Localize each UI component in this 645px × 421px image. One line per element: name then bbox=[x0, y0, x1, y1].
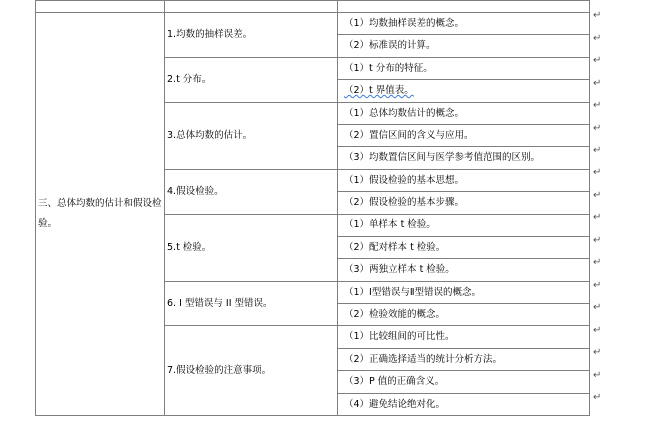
section-item: （1）t 分布的特征。 bbox=[338, 57, 590, 79]
section-title: 3.总体均数的估计。 bbox=[165, 102, 338, 169]
paragraph-mark-icon: ↵ bbox=[593, 347, 602, 358]
section-title: 4.假设检验。 bbox=[165, 169, 338, 214]
paragraph-mark-icon: ↵ bbox=[593, 10, 602, 21]
section-item: （1）总体均数估计的概念。 bbox=[338, 102, 590, 124]
paragraph-mark-icon: ↵ bbox=[593, 212, 602, 223]
section-title: 2.t 分布。 bbox=[165, 57, 338, 102]
paragraph-mark-icon: ↵ bbox=[593, 123, 602, 134]
section-item: （1）假设检验的基本思想。 bbox=[338, 169, 590, 191]
section-item: （1）比较组间的可比性。 bbox=[338, 326, 590, 348]
paragraph-mark-icon: ↵ bbox=[593, 280, 602, 291]
section-item: （3）两独立样本 t 检验。 bbox=[338, 259, 590, 281]
section-title: 7.假设检验的注意事项。 bbox=[165, 326, 338, 416]
paragraph-mark-icon: ↵ bbox=[593, 190, 602, 201]
section-item: （1）单样本 t 检验。 bbox=[338, 214, 590, 236]
section-item: （3）均数置信区间与医学参考值范围的区别。 bbox=[338, 147, 590, 169]
paragraph-mark-icon: ↵ bbox=[593, 167, 602, 178]
section-item bbox=[338, 80, 590, 102]
paragraph-mark-icon: ↵ bbox=[593, 392, 602, 403]
paragraph-mark-icon: ↵ bbox=[593, 55, 602, 66]
section-item: （2）标准误的计算。 bbox=[338, 35, 590, 57]
section-title: 5.t 检验。 bbox=[165, 214, 338, 281]
paragraph-mark-icon: ↵ bbox=[593, 325, 602, 336]
table-top-row bbox=[36, 1, 590, 13]
syllabus-table bbox=[35, 0, 590, 416]
section-title: 1.均数的抽样误差。 bbox=[165, 13, 338, 58]
paragraph-mark-icon: ↵ bbox=[593, 145, 602, 156]
paragraph-mark-icon: ↵ bbox=[593, 78, 602, 89]
paragraph-mark-icon: ↵ bbox=[593, 33, 602, 44]
top-blank-cell bbox=[165, 1, 338, 13]
paragraph-mark-icon: ↵ bbox=[593, 100, 602, 111]
top-blank-cell bbox=[36, 1, 165, 13]
paragraph-mark-icon: ↵ bbox=[593, 235, 602, 246]
section-item: （1）Ⅰ型错误与Ⅱ型错误的概念。 bbox=[338, 281, 590, 303]
paragraph-mark-icon: ↵ bbox=[593, 257, 602, 268]
table-row bbox=[36, 13, 590, 35]
paragraph-mark-icon: ↵ bbox=[593, 370, 602, 381]
paragraph-mark-icon: ↵ bbox=[593, 302, 602, 313]
section-title: 6. I 型错误与 II 型错误。 bbox=[165, 281, 338, 326]
section-item: （3）P 值的正确含义。 bbox=[338, 371, 590, 393]
section-item: （4）避免结论绝对化。 bbox=[338, 393, 590, 415]
section-item: （1）均数抽样误差的概念。 bbox=[338, 13, 590, 35]
section-item: （2）正确选择适当的统计分析方法。 bbox=[338, 348, 590, 370]
section-item: （2）假设检验的基本步骤。 bbox=[338, 192, 590, 214]
chapter-title: 三、总体均数的估计和假设检验。 bbox=[36, 13, 165, 416]
section-item: （2）配对样本 t 检验。 bbox=[338, 236, 590, 258]
section-item-text: （2）t 界值表。 bbox=[344, 85, 414, 97]
section-item: （2）置信区间的含义与应用。 bbox=[338, 124, 590, 146]
top-blank-cell bbox=[338, 1, 590, 13]
section-item: （2）检验效能的概念。 bbox=[338, 304, 590, 326]
